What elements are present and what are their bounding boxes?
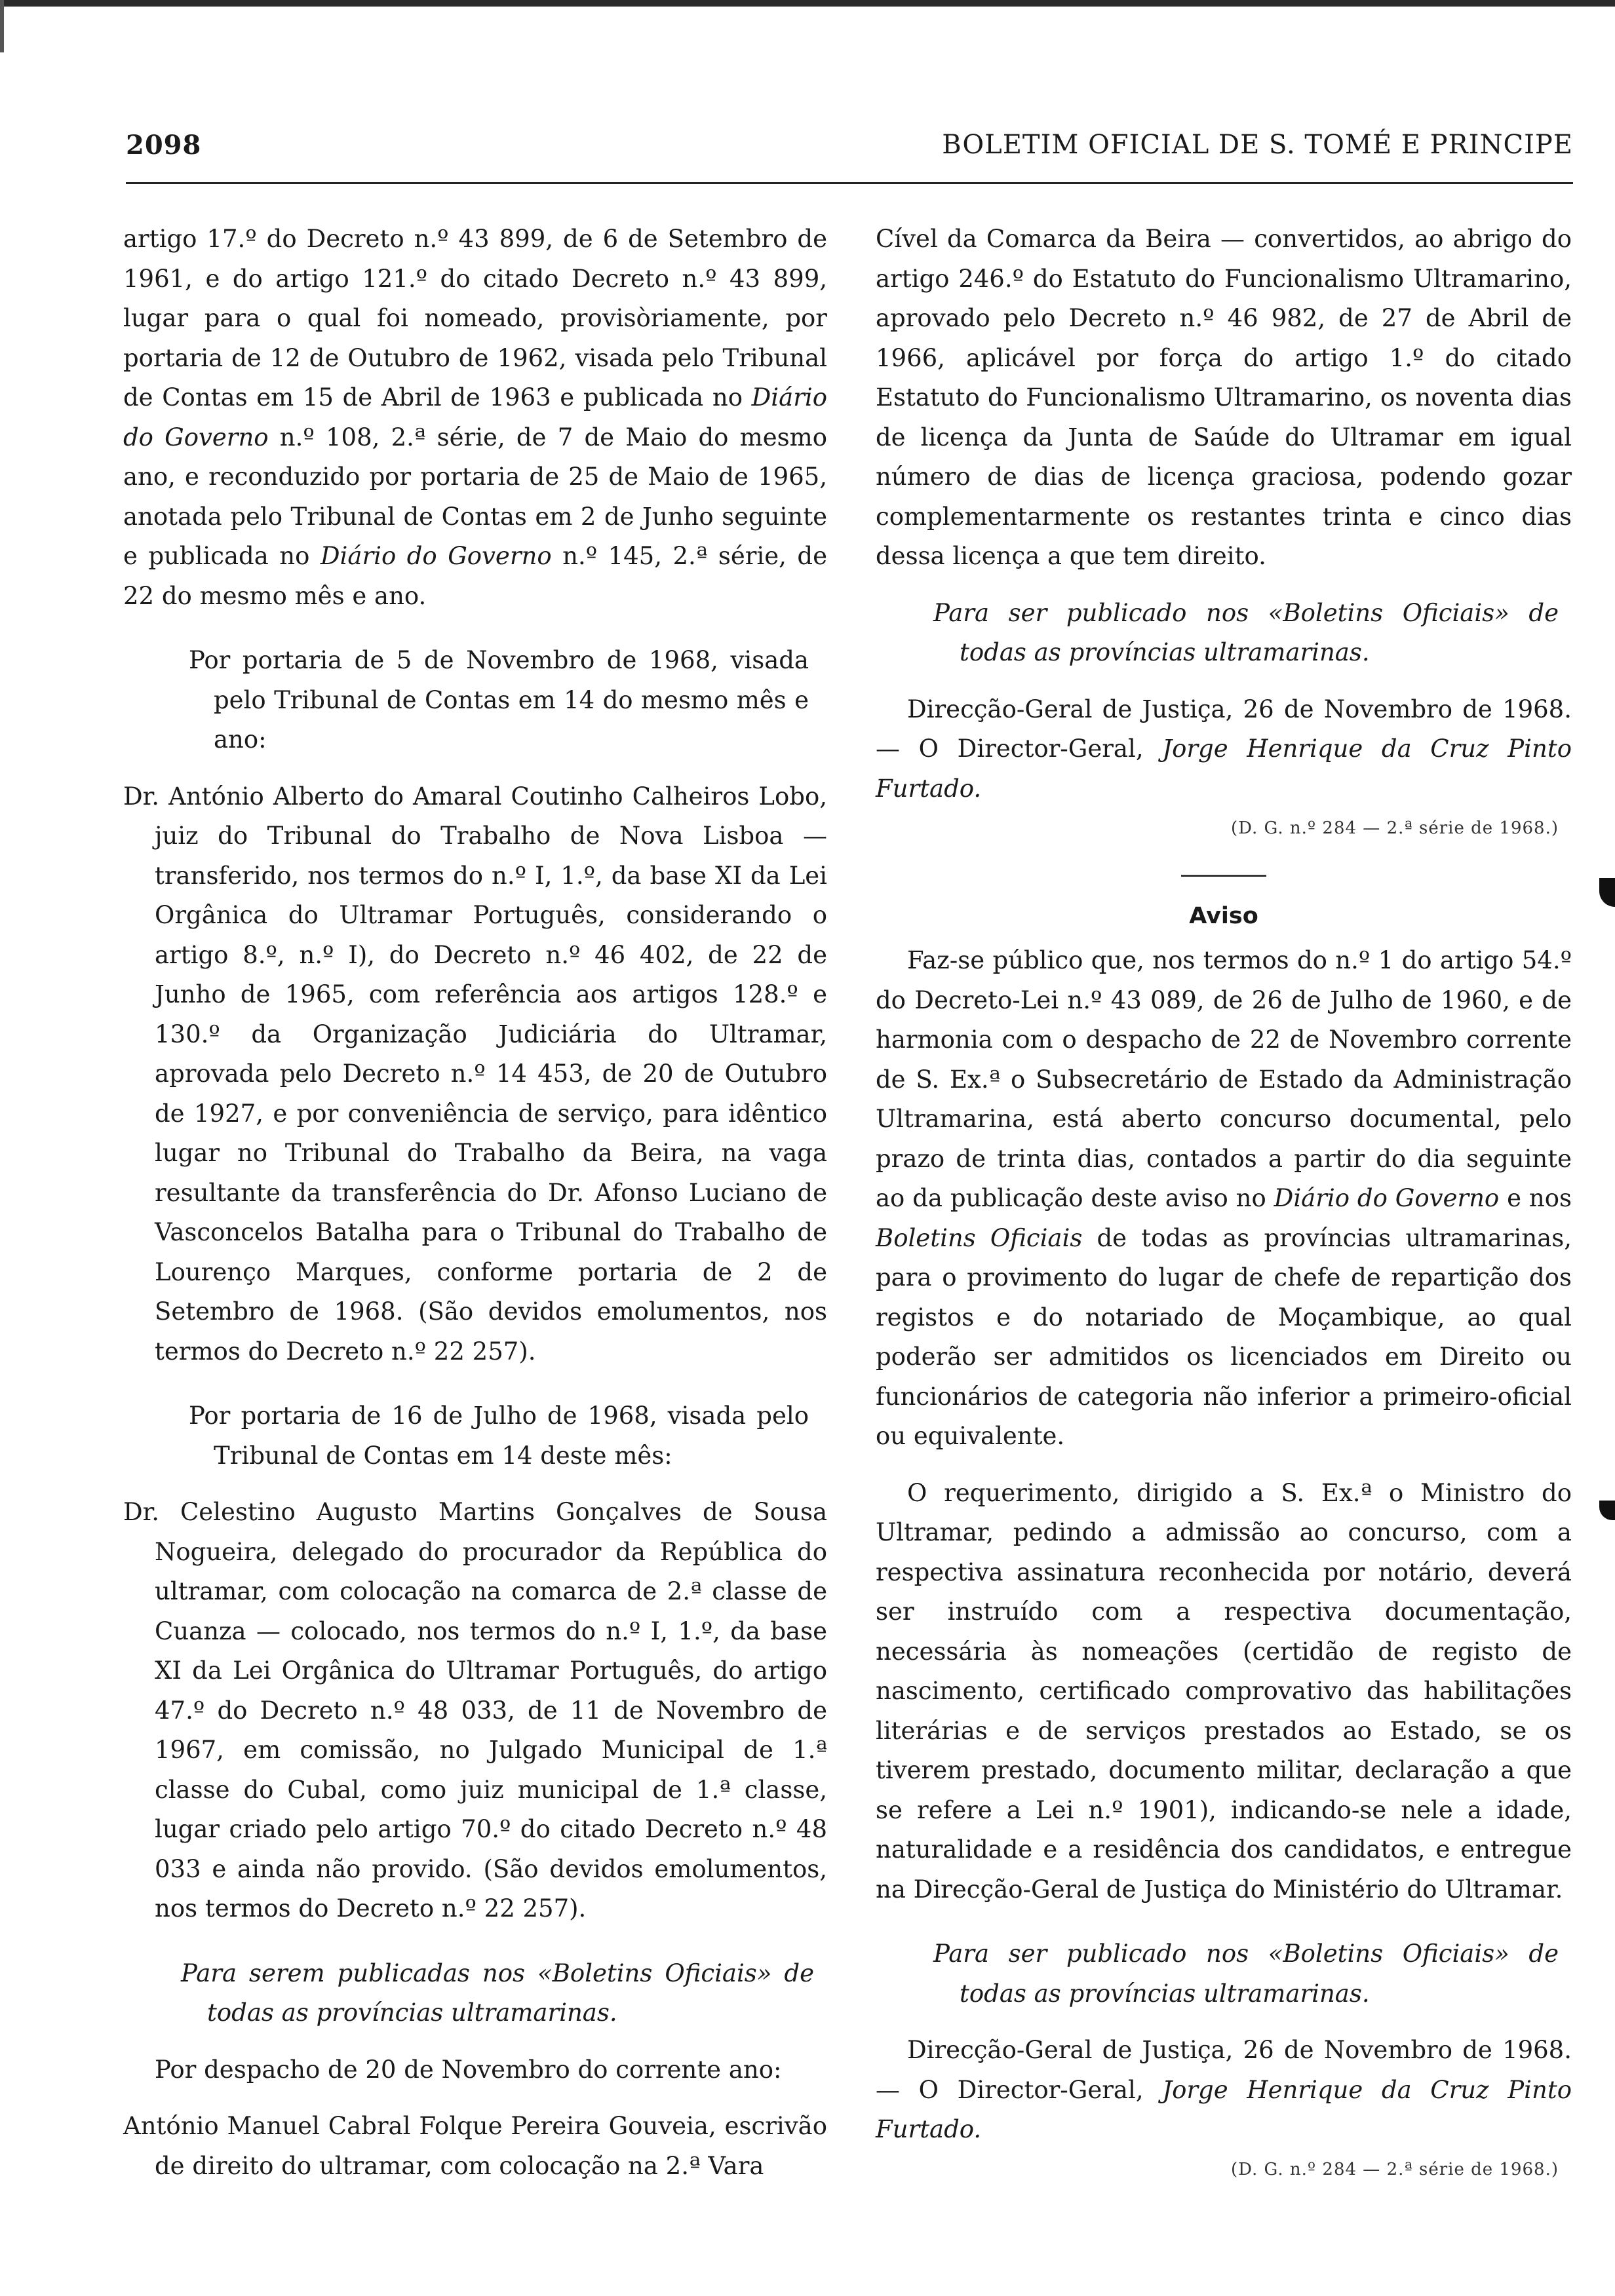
continuation-paragraph bbox=[123, 220, 827, 616]
signature-line bbox=[876, 2031, 1572, 2150]
journal-title: BOLETIM OFICIAL DE S. TOMÉ E PRINCIPE bbox=[942, 130, 1573, 160]
scan-edge-left bbox=[0, 0, 4, 52]
italic-run: Diário do Governo bbox=[123, 383, 827, 451]
publication-notice: Para ser publicado nos «Boletins Oficiais» de todas as províncias ultramarinas. bbox=[933, 598, 1559, 666]
text-run: artigo 17.º do Decreto n.º 43 899, de 6 de Setembro de 1961, e do artigo 121.º do citado Decreto n.º 43 899, lugar para o qual foi nomeado, provisòriamente, por portaria de 12 de Outubro de 1962, visada pelo Tribunal de Contas em 15 de Abril de 1963 e publicada no bbox=[123, 225, 827, 411]
aviso-paragraph: O requerimento, dirigido a S. Ex.ª o Ministro do Ultramar, pedindo a admissão ao concurso, com a respectiva assinatura reconhecida por notário, deverá ser instruído com a respectiva documentação, necessária às nomeações (certidão de registo de nascimento, certificado comprovativo das habilitações literárias e de serviços prestados ao Estado, se os tiverem prestado, documento militar, declaração a que se refere a Lei n.º 1901), indicando-se nele a idade, naturalidade e a residência dos candidatos, e entregue na Direcção-Geral de Justiça do Ministério do Ultramar. bbox=[876, 1478, 1572, 1904]
appointment-entry: Dr. Celestino Augusto Martins Gonçalves de Sousa Nogueira, delegado do procurador da República do ultramar, com colocação na comarca de 2.ª classe de Cuanza — colocado, nos termos do n.º I, 1.º, da base XI da Lei Orgânica do Ultramar Português, do artigo 47.º do Decreto n.º 48 033, de 11 de Novembro de 1967, em comissão, no Julgado Municipal de 1.ª classe do Cubal, como juiz municipal de 1.ª classe, lugar criado pelo artigo 70.º do citado Decreto n.º 48 033 e ainda não provido. (São devidos emolumentos, nos termos do Decreto n.º 22 257). bbox=[123, 1498, 827, 1923]
text-run: de todas as províncias ultramarinas, para o provimento do lugar de chefe de repartição dos registos e do notariado de Moçambique, ao qual poderão ser admitidos os licenciados em Direito ou funcionários de categoria não inferior a primeiro-oficial ou equivalente. bbox=[876, 1223, 1572, 1450]
aviso-paragraph bbox=[876, 941, 1572, 1457]
source-reference: (D. G. n.º 284 — 2.ª série de 1968.) bbox=[1230, 818, 1559, 838]
right-column bbox=[876, 220, 1572, 2189]
publication-notice: Para serem publicadas nos «Boletins Oficiais» de todas as províncias ultramarinas. bbox=[181, 1959, 814, 2027]
italic-run: Boletins Oficiais bbox=[876, 1223, 1083, 1252]
page-number: 2098 bbox=[126, 130, 202, 161]
header-rule bbox=[126, 182, 1573, 184]
scan-mark-right-1 bbox=[1599, 878, 1615, 907]
scan-mark-right-2 bbox=[1599, 1501, 1615, 1520]
source-reference: (D. G. n.º 284 — 2.ª série de 1968.) bbox=[1230, 2159, 1559, 2179]
section-title: Aviso bbox=[1189, 902, 1258, 929]
signature-line bbox=[876, 690, 1572, 809]
signatory-name: Jorge Henrique da Cruz Pinto Furtado. bbox=[876, 2075, 1572, 2143]
appointment-entry: Dr. António Alberto do Amaral Coutinho Calheiros Lobo, juiz do Tribunal do Trabalho de Nova Lisboa — transferido, nos termos do n.º I, 1.º, da base XI da Lei Orgânica do Ultramar Português, considerando o artigo 8.º, n.º I), do Decreto n.º 46 402, de 22 de Junho de 1965, com referência aos artigos 128.º e 130.º da Organização Judiciária do Ultramar, aprovada pelo Decreto n.º 14 453, de 20 de Outubro de 1927, e por conveniência de serviço, para idêntico lugar no Tribunal do Trabalho da Beira, na vaga resultante da transferência do Dr. Afonso Luciano de Vasconcelos Batalha para o Tribunal do Trabalho de Lourenço Marques, conforme portaria de 2 de Setembro de 1968. (São devidos emolumentos, nos termos do Decreto n.º 22 257). bbox=[123, 782, 827, 1366]
signatory-name: Jorge Henrique da Cruz Pinto Furtado. bbox=[876, 735, 1572, 803]
ordinance-heading: Por portaria de 16 de Julho de 1968, visada pelo Tribunal de Contas em 14 deste mês: bbox=[189, 1402, 809, 1470]
appointment-entry: António Manuel Cabral Folque Pereira Gouveia, escrivão de direito do ultramar, com colocação na 2.ª Vara bbox=[123, 2112, 827, 2180]
page-header bbox=[126, 130, 1573, 182]
italic-run: Diário do Governo bbox=[1274, 1184, 1500, 1212]
dispatch-heading: Por despacho de 20 de Novembro do corrente ano: bbox=[155, 2055, 782, 2084]
ordinance-heading: Por portaria de 5 de Novembro de 1968, visada pelo Tribunal de Contas em 14 do mesmo mês e ano: bbox=[189, 646, 809, 754]
left-column bbox=[123, 220, 827, 2186]
continuation-paragraph: Cível da Comarca da Beira — convertidos, ao abrigo do artigo 246.º do Estatuto do Funcionalismo Ultramarino, aprovado pelo Decreto n.º 46 982, de 27 de Abril de 1966, aplicável por força do artigo 1.º do citado Estatuto do Funcionalismo Ultramarino, os noventa dias de licença da Junta de Saúde do Ultramar em igual número de dias de licença graciosa, podendo gozar complementarmente os restantes trinta e cinco dias dessa licença a que tem direito. bbox=[876, 225, 1572, 570]
text-run: e nos bbox=[1499, 1184, 1572, 1212]
scan-edge-top bbox=[0, 0, 1615, 7]
italic-run: Diário do Governo bbox=[320, 542, 552, 570]
text-run: Faz-se público que, nos termos do n.º 1 do artigo 54.º do Decreto-Lei n.º 43 089, de 26 de Julho de 1960, e de harmonia com o despacho de 22 de Novembro corrente de S. Ex.ª o Subsecretário de Estado da Administração Ultramarina, está aberto concurso documental, pelo prazo de trinta dias, contados a partir do dia seguinte ao da publicação deste aviso no bbox=[876, 946, 1572, 1212]
text-run: n.º 145, 2.ª série, de 22 do mesmo mês e ano. bbox=[123, 542, 827, 610]
section-divider bbox=[1181, 875, 1266, 877]
text-run: n.º 108, 2.ª série, de 7 de Maio do mesmo ano, e reconduzido por portaria de 25 de Maio de 1965, anotada pelo Tribunal de Contas em 2 de Junho seguinte e publicada no bbox=[123, 423, 827, 570]
text-run: Direcção-Geral de Justiça, 26 de Novembro de 1968.— O Director-Geral, bbox=[876, 695, 1572, 763]
publication-notice: Para ser publicado nos «Boletins Oficiais» de todas as províncias ultramarinas. bbox=[933, 1940, 1559, 2008]
text-run: Direcção-Geral de Justiça, 26 de Novembro de 1968. — O Director-Geral, bbox=[876, 2036, 1572, 2104]
